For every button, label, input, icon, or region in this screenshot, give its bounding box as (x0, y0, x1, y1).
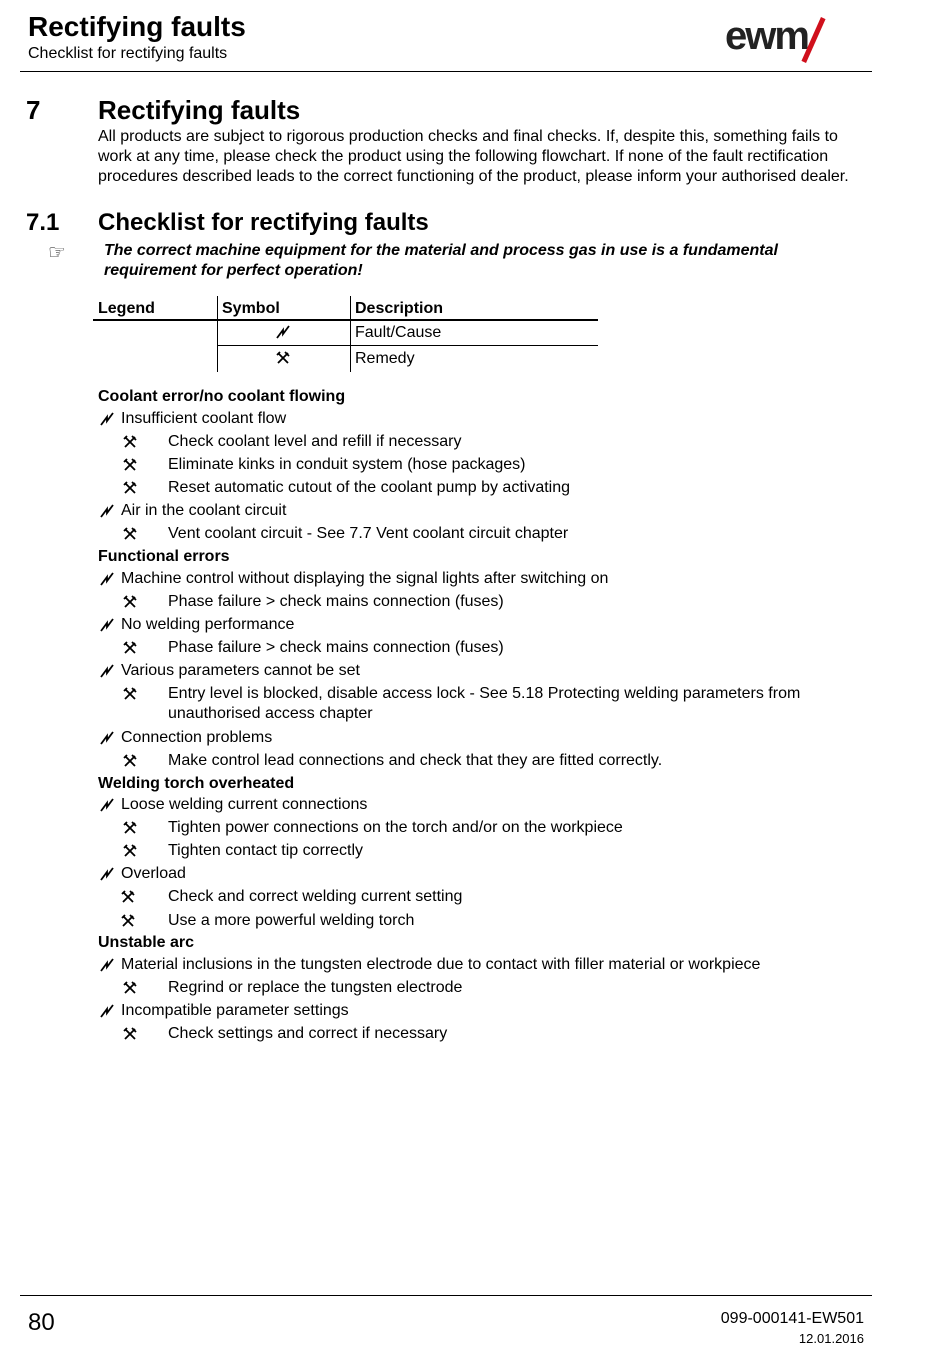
remedy-tools-icon (120, 889, 136, 905)
fault-lightning-icon (99, 797, 115, 813)
fault-item: Incompatible parameter settings (121, 1002, 349, 1019)
section-note: The correct machine equipment for the material and process gas in use is a fundamental requirement for perfect operation! (104, 242, 778, 279)
remedy-item: Make control lead connections and check that they are fitted correctly. (168, 752, 663, 769)
chapter-number: 7 (26, 95, 41, 125)
remedy-tools-icon (122, 457, 138, 473)
fault-item: Connection problems (121, 729, 273, 746)
category-coolant-error: Coolant error/no coolant flowing (98, 388, 346, 405)
fault-item: Overload (121, 865, 186, 882)
fault-item: Various parameters cannot be set (121, 662, 360, 679)
document-date: 12.01.2016 (798, 1331, 864, 1346)
page-header-title: Rectifying faults (28, 11, 246, 42)
remedy-item: Vent coolant circuit - See 7.7 Vent coolant circuit chapter (168, 525, 569, 542)
remedy-tools-icon (122, 480, 138, 496)
remedy-item: Check coolant level and refill if necessary (168, 433, 462, 450)
fault-lightning-icon (99, 866, 115, 882)
remedy-item: Entry level is blocked, disable access lock - See 5.18 Protecting welding parameters from unauthorised access chapter (168, 685, 801, 722)
remedy-item: Check and correct welding current setting (168, 888, 463, 905)
fault-lightning-icon (275, 324, 291, 340)
remedy-tools-icon (122, 686, 138, 702)
remedy-tools-icon (120, 913, 136, 929)
header-divider (20, 71, 872, 72)
page-header-subtitle: Checklist for rectifying faults (28, 45, 228, 62)
remedy-tools-icon (122, 980, 138, 996)
category-unstable-arc: Unstable arc (98, 934, 195, 951)
section-number: 7.1 (26, 209, 60, 236)
legend-header-symbol: Symbol (222, 300, 280, 317)
remedy-item: Check settings and correct if necessary (168, 1025, 448, 1042)
legend-col-divider-2 (350, 296, 351, 372)
pointing-hand-icon: ☞ (48, 242, 66, 264)
fault-item: Air in the coolant circuit (121, 502, 287, 519)
ewm-logo (725, 14, 855, 62)
remedy-tools-icon (122, 594, 138, 610)
remedy-item: Regrind or replace the tungsten electrode (168, 979, 463, 996)
fault-lightning-icon (99, 730, 115, 746)
section-title: Checklist for rectifying faults (98, 209, 429, 236)
remedy-tools-icon (122, 1026, 138, 1042)
legend-header-legend: Legend (98, 300, 155, 317)
remedy-item: Phase failure > check mains connection (fuses) (168, 593, 504, 610)
fault-lightning-icon (99, 663, 115, 679)
legend-desc-fault: Fault/Cause (355, 324, 442, 341)
legend-col-divider-1 (217, 296, 218, 372)
remedy-item: Use a more powerful welding torch (168, 912, 415, 929)
remedy-item: Eliminate kinks in conduit system (hose packages) (168, 456, 526, 473)
fault-item: Material inclusions in the tungsten electrode due to contact with filler material or workpiece (121, 956, 761, 973)
fault-lightning-icon (99, 411, 115, 427)
fault-item: No welding performance (121, 616, 295, 633)
category-torch-overheated: Welding torch overheated (98, 775, 295, 792)
document-number: 099-000141-EW501 (720, 1310, 864, 1327)
fault-lightning-icon (99, 957, 115, 973)
chapter-intro: All products are subject to rigorous production checks and final checks. If, despite this, something fails to work at any time, please check the product using the following flowchart. If none of the fault rectification procedures described leads to the correct functioning of the product, please inform your authorised dealer. (98, 128, 849, 185)
fault-item: Insufficient coolant flow (121, 410, 287, 427)
legend-header-rule (93, 319, 598, 321)
remedy-item: Tighten power connections on the torch and/or on the workpiece (168, 819, 623, 836)
footer-divider (20, 1295, 872, 1296)
fault-lightning-icon (99, 1003, 115, 1019)
legend-header-description: Description (355, 300, 444, 317)
legend-row-divider (217, 345, 598, 346)
legend-table (93, 296, 598, 372)
chapter-title: Rectifying faults (98, 95, 301, 125)
remedy-item: Tighten contact tip correctly (168, 842, 364, 859)
fault-lightning-icon (99, 617, 115, 633)
remedy-tools-icon (122, 820, 138, 836)
remedy-tools-icon (275, 350, 291, 366)
fault-lightning-icon (99, 503, 115, 519)
fault-lightning-icon (99, 571, 115, 587)
remedy-item: Reset automatic cutout of the coolant pump by activating (168, 479, 571, 496)
remedy-tools-icon (122, 640, 138, 656)
category-functional-errors: Functional errors (98, 548, 230, 565)
remedy-tools-icon (122, 434, 138, 450)
remedy-tools-icon (122, 843, 138, 859)
remedy-tools-icon (122, 753, 138, 769)
fault-item: Machine control without displaying the signal lights after switching on (121, 570, 609, 587)
legend-desc-remedy: Remedy (355, 350, 415, 367)
fault-item: Loose welding current connections (121, 796, 368, 813)
page-number: 80 (28, 1309, 55, 1336)
remedy-item: Phase failure > check mains connection (fuses) (168, 639, 504, 656)
remedy-tools-icon (122, 526, 138, 542)
logo-text: ewm (725, 14, 808, 58)
